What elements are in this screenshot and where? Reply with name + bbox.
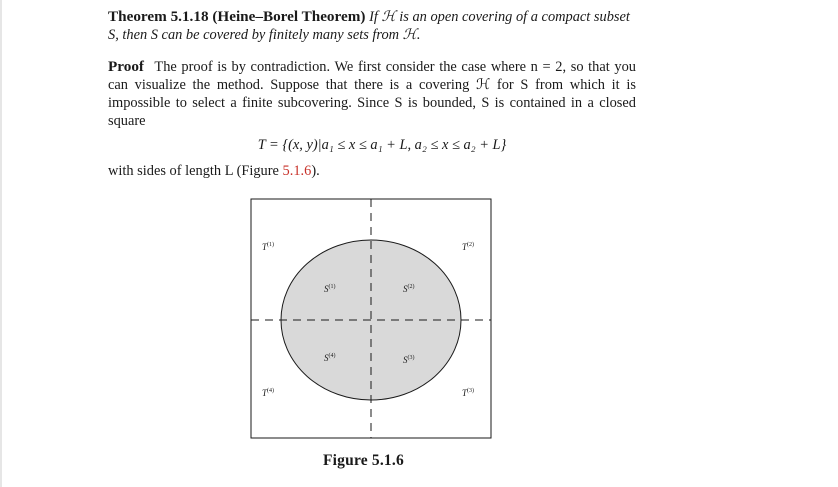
after-equation-text bbox=[108, 162, 636, 180]
after-prefix: with sides of length L (Figure bbox=[108, 163, 283, 179]
theorem-heading: Theorem 5.1.18 (Heine–Borel Theorem) bbox=[108, 8, 366, 25]
label-S2: $S^{(2)}$ bbox=[403, 284, 415, 294]
display-equation: T = {(x, y)|a₁ ≤ x ≤ a₁ + L, a₂ ≤ x ≤ a₂ + L} bbox=[257, 137, 507, 153]
label-T3: $T^{(3)}$ bbox=[462, 388, 475, 398]
label-T1: $T^{(1)}$ bbox=[262, 242, 275, 252]
figure-caption: Figure 5.1.6 bbox=[323, 452, 404, 469]
label-S3: $S^{(3)}$ bbox=[403, 355, 415, 365]
label-S1: $S^{(1)}$ bbox=[324, 284, 336, 294]
label-T4: $T^{(4)}$ bbox=[262, 388, 275, 398]
theorem-block bbox=[108, 8, 636, 44]
proof-heading: Proof bbox=[108, 58, 144, 75]
after-suffix: ). bbox=[311, 163, 320, 179]
theorem-statement: If ℋ is an open covering of a compact subset S, then S can be covered by finitely many sets from ℋ. bbox=[108, 9, 630, 43]
proof-paragraph bbox=[108, 58, 636, 130]
figure-diagram bbox=[248, 196, 494, 440]
proof-text: The proof is by contradiction. We first consider the case where n = 2, so that you can visualize the method. Suppose that there is a covering ℋ for S from which it is impossible to select a finite subcovering. Since S is bounded, S is contained in a closed square bbox=[108, 59, 636, 129]
figure-reference-link[interactable]: 5.1.6 bbox=[282, 163, 312, 179]
label-T2: $T^{(2)}$ bbox=[462, 242, 475, 252]
label-S4: $S^{(4)}$ bbox=[324, 353, 336, 363]
page-edge-rule bbox=[0, 0, 2, 487]
text-page bbox=[108, 8, 636, 180]
